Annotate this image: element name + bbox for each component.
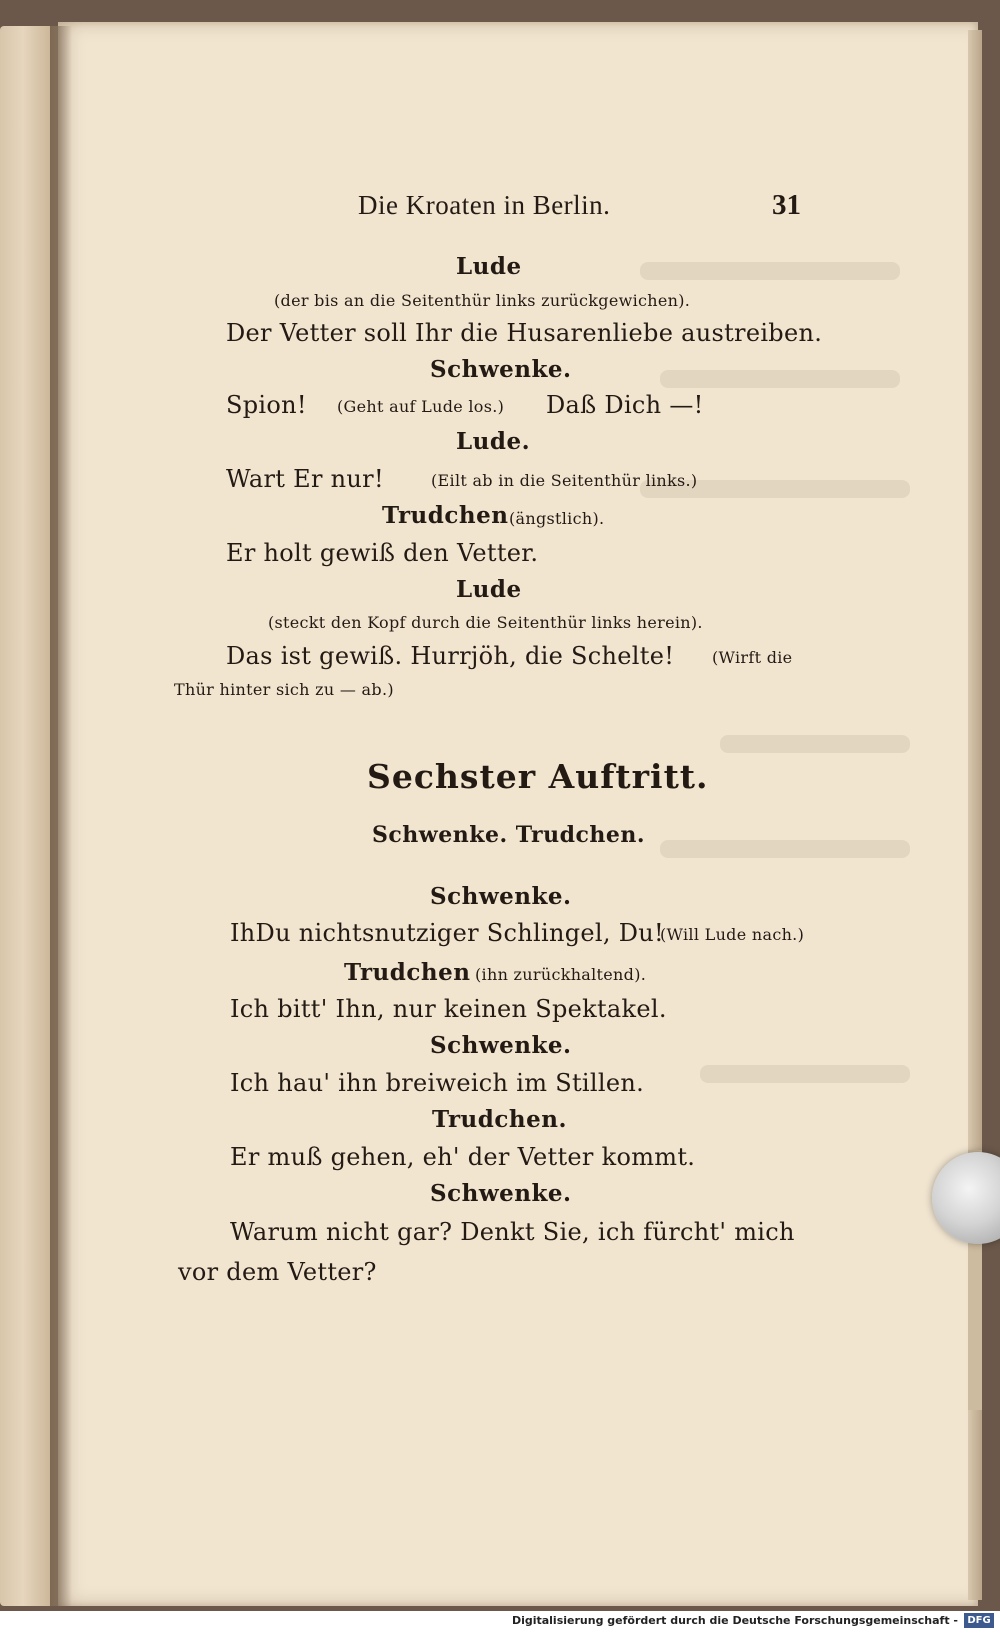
speaker-schwenke: Schwenke. bbox=[430, 1032, 572, 1059]
speaker-trudchen: Trudchen. bbox=[432, 1106, 567, 1133]
stage-direction: (steckt den Kopf durch die Seitenthür links herein). bbox=[268, 613, 703, 632]
stage-direction: (Wirft die bbox=[712, 648, 793, 667]
dialogue-line: Wart Er nur! bbox=[226, 465, 384, 493]
dialogue-line: vor dem Vetter? bbox=[178, 1258, 377, 1286]
speaker-schwenke: Schwenke. bbox=[430, 1180, 572, 1207]
digitization-credit: Digitalisierung gefördert durch die Deutsche Forschungsgemeinschaft - bbox=[511, 1614, 958, 1627]
page-number: 31 bbox=[772, 189, 801, 221]
stage-direction: (ihn zurückhaltend). bbox=[475, 965, 647, 984]
dialogue-line: Warum nicht gar? Denkt Sie, ich fürcht' mich bbox=[230, 1218, 795, 1246]
dfg-logo: DFG bbox=[964, 1613, 994, 1628]
stage-direction: Thür hinter sich zu — ab.) bbox=[174, 680, 394, 699]
running-title: Die Kroaten in Berlin. bbox=[358, 190, 611, 220]
dialogue-line: Ich hau' ihn breiweich im Stillen. bbox=[230, 1069, 645, 1097]
stage-direction: (der bis an die Seitenthür links zurückgewichen). bbox=[274, 291, 691, 310]
scene-persons: Schwenke. Trudchen. bbox=[372, 822, 646, 848]
speaker-trudchen: Trudchen bbox=[344, 959, 471, 986]
stage-direction: (Geht auf Lude los.) bbox=[337, 397, 505, 416]
dialogue-line: Daß Dich —! bbox=[546, 391, 704, 419]
speaker-lude: Lude bbox=[456, 576, 522, 603]
speaker-schwenke: Schwenke. bbox=[430, 883, 572, 910]
dialogue-line: Ich bitt' Ihn, nur keinen Spektakel. bbox=[230, 995, 667, 1023]
dialogue-line: IhDu nichtsnutziger Schlingel, Du! bbox=[230, 919, 664, 947]
speaker-lude: Lude. bbox=[456, 428, 531, 455]
scene-title: Sechster Auftritt. bbox=[367, 757, 709, 796]
dialogue-line: Spion! bbox=[226, 391, 307, 419]
stage-direction: (ängstlich). bbox=[509, 509, 605, 528]
dialogue-line: Er holt gewiß den Vetter. bbox=[226, 539, 539, 567]
dialogue-line: Der Vetter soll Ihr die Husarenliebe austreiben. bbox=[226, 319, 823, 347]
stage-direction: (Will Lude nach.) bbox=[660, 925, 805, 944]
stage-direction: (Eilt ab in die Seitenthür links.) bbox=[431, 471, 698, 490]
dialogue-line: Das ist gewiß. Hurrjöh, die Schelte! bbox=[226, 642, 675, 670]
speaker-schwenke: Schwenke. bbox=[430, 356, 572, 383]
dialogue-line: Er muß gehen, eh' der Vetter kommt. bbox=[230, 1143, 696, 1171]
speaker-lude: Lude bbox=[456, 253, 522, 280]
speaker-trudchen: Trudchen bbox=[382, 502, 509, 529]
